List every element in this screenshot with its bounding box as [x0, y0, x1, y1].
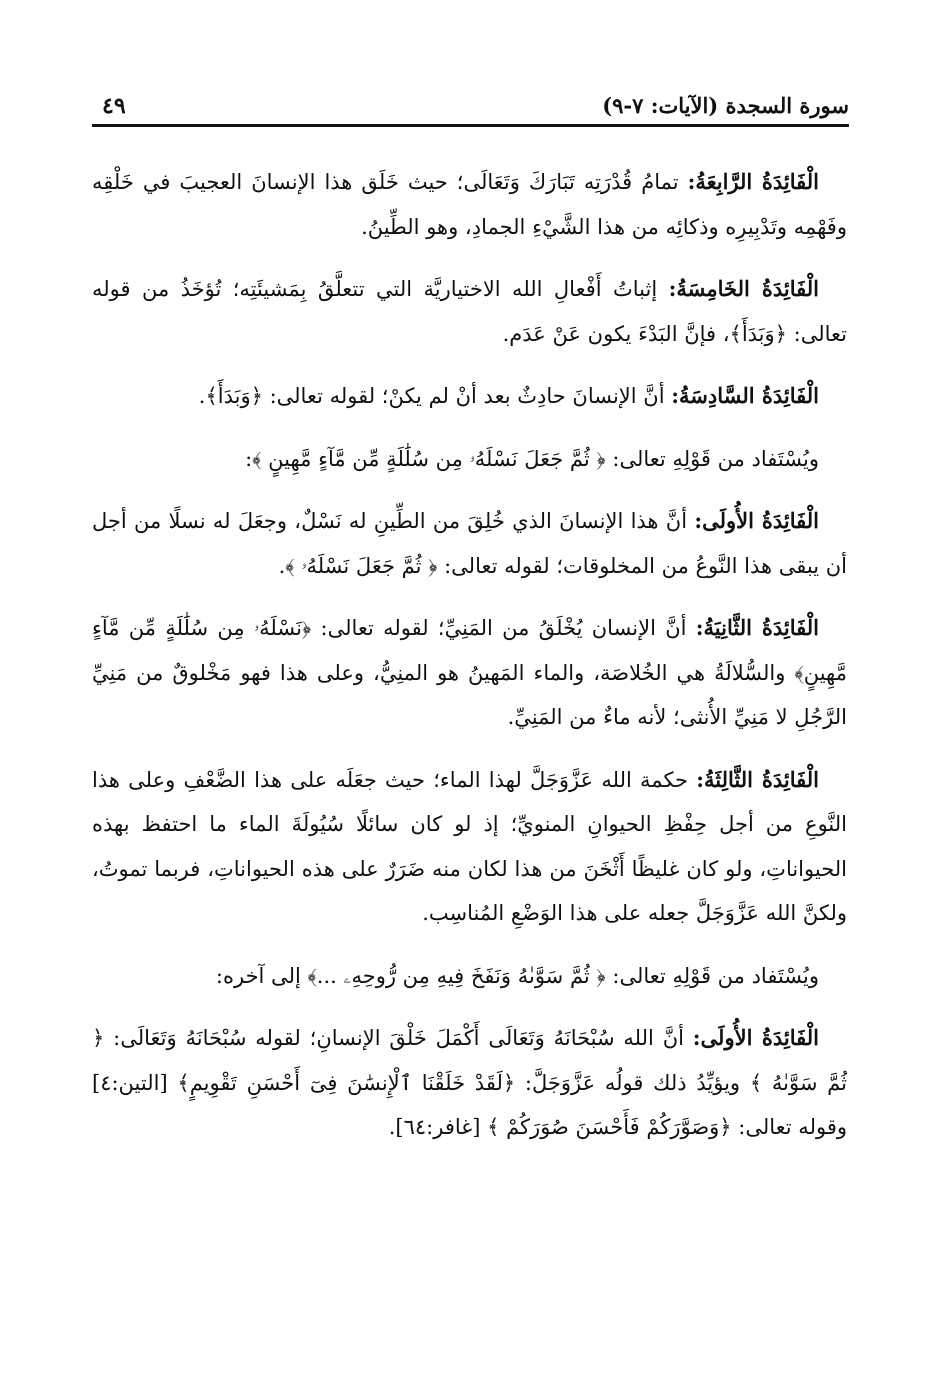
- verse-intro-text: ويُسْتَفاد من قَوْلِهِ تعالى: ﴿ ثُمَّ سَوَّىٰهُ وَنَفَخَ فِيهِ مِن رُّوحِهِۦ ...﴾ إلى آخره:: [215, 963, 819, 988]
- paragraph-verse-intro: [92, 437, 847, 482]
- benefit-text: أنَّ الإنسانَ حادِثٌ بعد أنْ لم يكنْ؛ لقوله تعالى: ﴿وَبَدَأَ﴾.: [198, 384, 672, 408]
- benefit-text: حكمة الله عَزَّوَجَلَّ لهذا الماء؛ حيث جعَلَه على هذا الضَّعْفِ وعلى هذا النَّوعِ من أجل حِفْظِ الحيوانِ المنويِّ؛ إذ لو كان سائلًا سُيُولَةَ الماء ما احتفظ بهذه الحيواناتِ، ولو كان غليظًا أَثْخَنَ من هذا لكان منه ضَرَرٌ على هذه الحيواناتِ، فربما تموتُ، ولكنَّ الله عَزَّوَجَلَّ جعله على هذا الوَضْعِ المُناسِب.: [92, 767, 847, 925]
- benefit-title: الْفَائِدَةُ الخَامِسَةُ:: [668, 276, 819, 301]
- benefit-title: الْفَائِدَةُ الثَّالِثَةُ:: [696, 766, 819, 792]
- benefit-text: تمامُ قُدْرَتِه تَبَارَكَ وَتَعَالَى؛ حيث خَلَق هذا الإنسانَ العجيبَ في خَلْقِه وفَهْمِه وتَدْبِيرِه وذكائِه من هذا الشَّيْءِ الجمادِ، وهو الطِّينُ.: [92, 170, 847, 239]
- benefit-text: أنَّ هذا الإنسانَ الذي خُلِقَ من الطِّينِ له نَسْلٌ، وجعَلَ له نسلًا من أجل أن يبقى هذا النَّوعُ من المخلوقات؛ لقوله تعالى: ﴿ ثُمَّ جَعَلَ نَسْلَهُۥ ﴾.: [92, 509, 847, 578]
- surah-title: سورة السجدة (الآيات: ٧-٩): [602, 93, 849, 118]
- header-rule: [92, 124, 849, 127]
- paragraph-benefit-1b: [92, 1016, 847, 1150]
- benefit-text: إثباتُ أَفْعالِ الله الاختياريَّة التي تتعلَّقُ بِمَشيئَتِه؛ تُؤخَذُ من قوله تعالى: ﴿وَبَدَأَ﴾، فإنَّ البَدْءَ يكون عَنْ عَدَم.: [92, 277, 847, 346]
- verse-intro-text: ويُسْتَفاد من قَوْلِهِ تعالى: ﴿ ثُمَّ جَعَلَ نَسْلَهُۥ مِن سُلَٰلَةٍ مِّن مَّآءٍ مَّهِينٍ ﴾:: [245, 446, 819, 471]
- benefit-text: أنَّ الإنسان يُخْلَقُ من المَنِيِّ؛ لقوله تعالى: ﴿نَسْلَهُۥ مِن سُلَٰلَةٍ مِّن مَّآءٍ مَّهِينٍ﴾ والسُّلالَةُ هي الخُلاصَة، والماء المَهينُ هو المنِيُّ، وعلى هذا فهو مَخْلوقٌ من مَنِيِّ الرَّجُلِ لا مَنِيِّ الأُنثى؛ لأنه ماءٌ من المَنِيِّ.: [92, 616, 847, 729]
- paragraph-benefit-4: [92, 160, 847, 249]
- page-number: ٤٩: [102, 93, 126, 119]
- benefit-title: الْفَائِدَةُ الرَّابِعَةُ:: [687, 169, 819, 194]
- page-header: [92, 93, 849, 123]
- paragraph-benefit-2: [92, 606, 847, 740]
- page-body: [92, 160, 847, 1168]
- benefit-title: الْفَائِدَةُ الأُولَى:: [694, 508, 819, 533]
- paragraph-benefit-1: [92, 499, 847, 588]
- benefit-title: الْفَائِدَةُ السَّادِسَةُ:: [671, 383, 819, 408]
- benefit-text: أنَّ الله سُبْحَانَهُ وَتَعَالَى أَكْمَلَ خَلْقَ الإنسانِ؛ لقوله سُبْحَانَهُ وَتَعَالَى: ﴿ ثُمَّ سَوَّىٰهُ ﴾ ويؤيِّدُ ذلك قولُه عَزَّوَجَلَّ: ﴿لَقَدْ خَلَقْنَا ٱلْإِنسَٰنَ فِىٓ أَحْسَنِ تَقْوِيمٍ﴾ [التين:٤] وقوله تعالى: ﴿وَصَوَّرَكُمْ فَأَحْسَنَ صُوَرَكُمْ ﴾ [غافر:٦٤].: [92, 1026, 847, 1139]
- benefit-title: الْفَائِدَةُ الأُولَى:: [692, 1025, 819, 1050]
- benefit-title: الْفَائِدَةُ الثَّانِيَةُ:: [695, 615, 819, 640]
- paragraph-benefit-6: [92, 374, 847, 419]
- paragraph-benefit-5: [92, 267, 847, 356]
- paragraph-benefit-3: [92, 758, 847, 936]
- paragraph-verse-intro-2: [92, 954, 847, 999]
